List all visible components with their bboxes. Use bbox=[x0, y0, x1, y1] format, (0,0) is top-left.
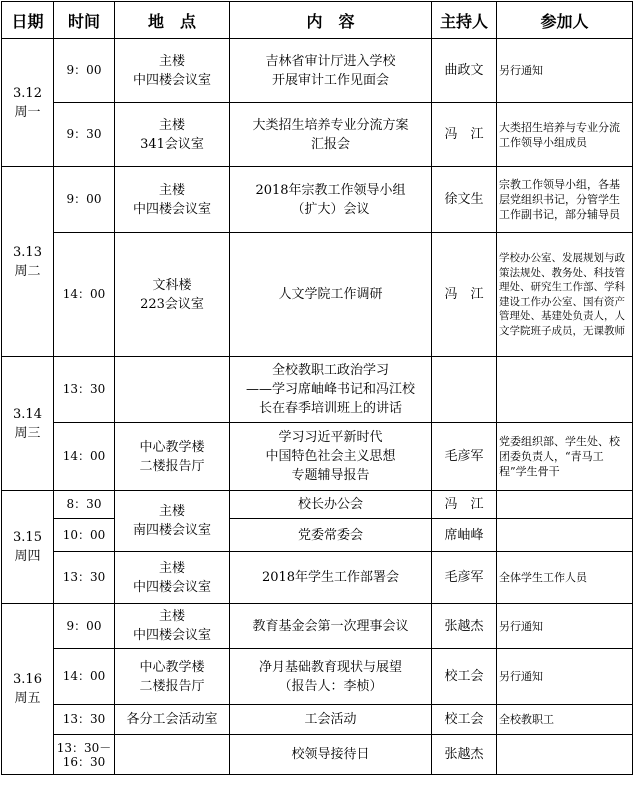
attendees-cell bbox=[497, 519, 633, 552]
host-cell: 席岫峰 bbox=[432, 519, 497, 552]
content-cell: 党委常委会 bbox=[230, 519, 432, 552]
time-cell: 9：00 bbox=[54, 167, 115, 233]
header-attendees: 参加人 bbox=[497, 2, 633, 39]
day-date: 3.12 bbox=[13, 85, 42, 101]
time-cell: 13：30 bbox=[54, 357, 115, 423]
attendees-cell: 大类招生培养与专业分流工作领导小组成员 bbox=[497, 103, 633, 167]
table-row bbox=[2, 604, 633, 649]
attendees-cell bbox=[497, 357, 633, 423]
time-cell: 9：00 bbox=[54, 604, 115, 649]
day-weekday: 周四 bbox=[14, 549, 41, 564]
time-cell: 13：30 bbox=[54, 552, 115, 604]
host-cell: 毛彦军 bbox=[432, 423, 497, 491]
header-time: 时间 bbox=[54, 2, 115, 39]
day-weekday: 周二 bbox=[14, 263, 41, 279]
host-cell bbox=[432, 357, 497, 423]
table-row bbox=[2, 423, 633, 491]
table-row bbox=[2, 705, 633, 735]
header-content: 内 容 bbox=[230, 2, 432, 39]
location-cell: 主楼 中四楼会议室 bbox=[115, 552, 230, 604]
table-row bbox=[2, 519, 633, 552]
content-cell: 吉林省审计厅进入学校 开展审计工作见面会 bbox=[230, 39, 432, 103]
day-cell bbox=[2, 39, 54, 167]
table-row bbox=[2, 233, 633, 357]
table-row bbox=[2, 167, 633, 233]
time-cell: 13：30－16：30 bbox=[54, 735, 115, 775]
table-row bbox=[2, 39, 633, 103]
location-cell bbox=[115, 735, 230, 775]
content-cell: 人文学院工作调研 bbox=[230, 233, 432, 357]
day-cell bbox=[2, 491, 54, 604]
day-cell bbox=[2, 357, 54, 491]
location-cell: 各分工会活动室 bbox=[115, 705, 230, 735]
day-date: 3.15 bbox=[13, 530, 42, 545]
day-date: 3.14 bbox=[13, 406, 42, 422]
host-cell: 校工会 bbox=[432, 649, 497, 705]
time-cell: 8：30 bbox=[54, 491, 115, 519]
host-cell: 冯 江 bbox=[432, 103, 497, 167]
time-cell: 9：00 bbox=[54, 39, 115, 103]
location-cell: 主楼 中四楼会议室 bbox=[115, 39, 230, 103]
table-row bbox=[2, 649, 633, 705]
attendees-cell bbox=[497, 491, 633, 519]
schedule-table bbox=[1, 1, 633, 775]
table-row bbox=[2, 357, 633, 423]
content-cell: 工会活动 bbox=[230, 705, 432, 735]
host-cell: 张越杰 bbox=[432, 735, 497, 775]
day-cell bbox=[2, 604, 54, 775]
table-row bbox=[2, 552, 633, 604]
time-cell: 10：00 bbox=[54, 519, 115, 552]
attendees-cell: 全体学生工作人员 bbox=[497, 552, 633, 604]
host-cell: 张越杰 bbox=[432, 604, 497, 649]
location-cell: 主楼 中四楼会议室 bbox=[115, 167, 230, 233]
table-row bbox=[2, 491, 633, 519]
time-cell: 14：00 bbox=[54, 649, 115, 705]
content-cell: 教育基金会第一次理事会议 bbox=[230, 604, 432, 649]
table-row bbox=[2, 735, 633, 775]
host-cell: 徐文生 bbox=[432, 167, 497, 233]
header-location: 地 点 bbox=[115, 2, 230, 39]
host-cell: 毛彦军 bbox=[432, 552, 497, 604]
header-host: 主持人 bbox=[432, 2, 497, 39]
location-cell: 中心教学楼 二楼报告厅 bbox=[115, 423, 230, 491]
content-cell: 全校教职工政治学习 ——学习席岫峰书记和冯江校 长在春季培训班上的讲话 bbox=[230, 357, 432, 423]
day-date: 3.16 bbox=[13, 672, 42, 687]
attendees-cell: 另行通知 bbox=[497, 604, 633, 649]
attendees-cell: 宗教工作领导小组，各基层党组织书记，分管学生工作副书记，部分辅导员 bbox=[497, 167, 633, 233]
location-cell bbox=[115, 357, 230, 423]
attendees-cell: 另行通知 bbox=[497, 649, 633, 705]
host-cell: 曲政文 bbox=[432, 39, 497, 103]
location-cell: 文科楼 223会议室 bbox=[115, 233, 230, 357]
day-cell bbox=[2, 167, 54, 357]
day-weekday: 周一 bbox=[14, 104, 41, 120]
time-cell: 14：00 bbox=[54, 233, 115, 357]
location-cell: 中心教学楼 二楼报告厅 bbox=[115, 649, 230, 705]
host-cell: 冯 江 bbox=[432, 491, 497, 519]
content-cell: 校长办公会 bbox=[230, 491, 432, 519]
table-row bbox=[2, 103, 633, 167]
day-weekday: 周五 bbox=[14, 691, 41, 706]
day-date: 3.13 bbox=[13, 244, 42, 260]
time-cell: 9：30 bbox=[54, 103, 115, 167]
content-cell: 净月基础教育现状与展望 （报告人：李桢） bbox=[230, 649, 432, 705]
location-cell: 主楼 341会议室 bbox=[115, 103, 230, 167]
content-cell: 大类招生培养专业分流方案 汇报会 bbox=[230, 103, 432, 167]
header-row bbox=[2, 2, 633, 39]
content-cell: 学习习近平新时代 中国特色社会主义思想 专题辅导报告 bbox=[230, 423, 432, 491]
attendees-cell: 另行通知 bbox=[497, 39, 633, 103]
attendees-cell: 全校教职工 bbox=[497, 705, 633, 735]
location-cell: 主楼 中四楼会议室 bbox=[115, 604, 230, 649]
host-cell: 校工会 bbox=[432, 705, 497, 735]
time-cell: 13：30 bbox=[54, 705, 115, 735]
content-cell: 2018年学生工作部署会 bbox=[230, 552, 432, 604]
attendees-cell: 学校办公室、发展规划与政策法规处、教务处、科技管理处、研究生工作部、学科建设工作办公室、国有资产管理处、基建处负责人，人文学院班子成员，无课教师 bbox=[497, 233, 633, 357]
location-cell: 主楼 南四楼会议室 bbox=[115, 491, 230, 552]
host-cell: 冯 江 bbox=[432, 233, 497, 357]
content-cell: 2018年宗教工作领导小组 （扩大）会议 bbox=[230, 167, 432, 233]
time-cell: 14：00 bbox=[54, 423, 115, 491]
day-weekday: 周三 bbox=[14, 425, 41, 441]
attendees-cell: 党委组织部、学生处、校团委负责人，“青马工程”学生骨干 bbox=[497, 423, 633, 491]
content-cell: 校领导接待日 bbox=[230, 735, 432, 775]
header-date: 日期 bbox=[2, 2, 54, 39]
attendees-cell bbox=[497, 735, 633, 775]
